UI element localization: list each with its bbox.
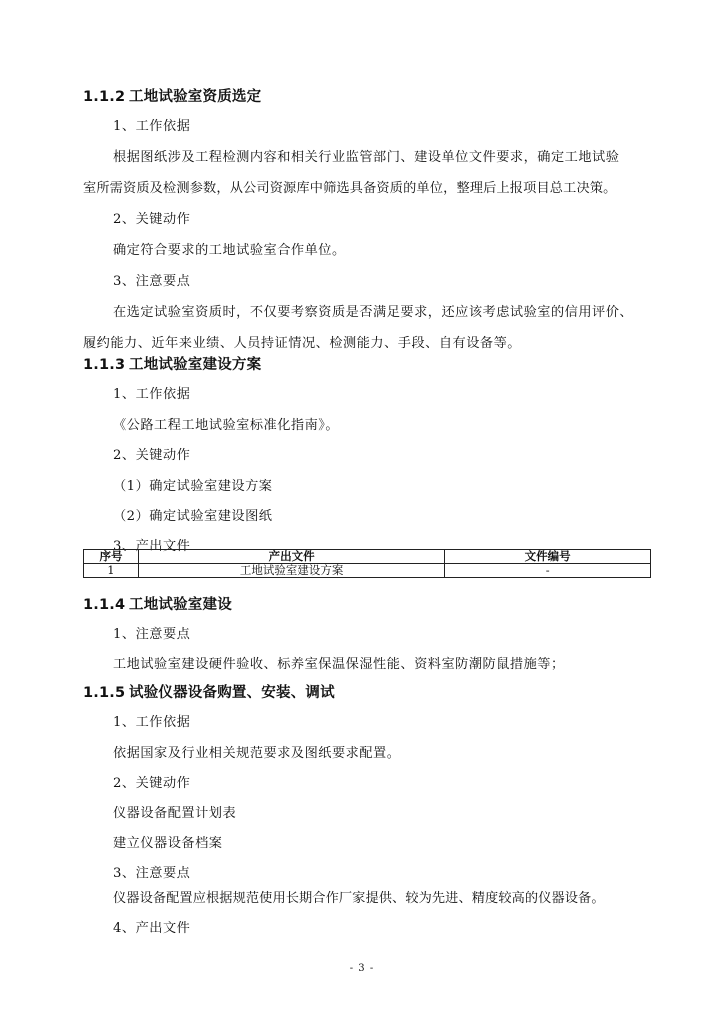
page-number: - 3 - xyxy=(349,963,375,974)
paragraph: 仪器设备配置计划表 xyxy=(113,806,237,821)
paragraph: 2、关键动作 xyxy=(113,776,191,791)
paragraph: 1、工作依据 xyxy=(113,715,191,730)
section-title: 工地试验室资质选定 xyxy=(129,89,262,105)
paragraph: 3、注意要点 xyxy=(113,274,191,289)
paragraph: 3、产出文件 xyxy=(113,539,191,554)
paragraph: 室所需资质及检测参数，从公司资源库中筛选具备资质的单位，整理后上报项目总工决策。 xyxy=(83,181,617,196)
paragraph: 1、注意要点 xyxy=(113,627,191,642)
column-header-output-file: 产出文件 xyxy=(138,550,444,564)
paragraph: 仪器设备配置应根据规范使用长期合作厂家提供、较为先进、精度较高的仪器设备。 xyxy=(113,891,605,906)
table-header-row xyxy=(84,550,651,564)
paragraph: 2、关键动作 xyxy=(113,448,191,463)
paragraph: 根据图纸涉及工程检测内容和相关行业监管部门、建设单位文件要求，确定工地试验 xyxy=(113,150,620,165)
column-header-file-number: 文件编号 xyxy=(445,550,651,564)
table-cell-file-number: - xyxy=(445,564,651,578)
paragraph: （2）确定试验室建设图纸 xyxy=(113,509,273,524)
section-heading-1-1-5 xyxy=(83,681,335,702)
output-files-table xyxy=(83,549,651,578)
paragraph: 在选定试验室资质时，不仅要考察资质是否满足要求，还应该考虑试验室的信用评价、 xyxy=(113,305,634,320)
paragraph: 依据国家及行业相关规范要求及图纸要求配置。 xyxy=(113,746,401,761)
paragraph: （1）确定试验室建设方案 xyxy=(113,479,273,494)
section-title: 工地试验室建设方案 xyxy=(129,357,262,373)
table-cell-serial: 1 xyxy=(84,564,139,578)
section-number: 1.1.2 xyxy=(83,89,126,105)
paragraph: 3、注意要点 xyxy=(113,866,191,881)
section-title: 试验仪器设备购置、安装、调试 xyxy=(129,685,335,701)
section-number: 1.1.3 xyxy=(83,357,126,373)
section-number: 1.1.5 xyxy=(83,685,126,701)
paragraph: 1、工作依据 xyxy=(113,387,191,402)
column-header-serial: 序号 xyxy=(84,550,139,564)
section-heading-1-1-3 xyxy=(83,353,261,374)
table-cell-output-file: 工地试验室建设方案 xyxy=(138,564,444,578)
paragraph: 履约能力、近年来业绩、人员持证情况、检测能力、手段、自有设备等。 xyxy=(83,336,521,351)
paragraph: 建立仪器设备档案 xyxy=(113,836,223,851)
table-row xyxy=(84,564,651,578)
section-heading-1-1-2 xyxy=(83,85,261,106)
paragraph: 1、工作依据 xyxy=(113,119,191,134)
paragraph: 2、关键动作 xyxy=(113,212,191,227)
section-number: 1.1.4 xyxy=(83,597,126,613)
paragraph: 工地试验室建设硬件验收、标养室保温保湿性能、资料室防潮防鼠措施等； xyxy=(113,657,565,672)
paragraph: 《公路工程工地试验室标准化指南》。 xyxy=(113,418,340,433)
paragraph: 4、产出文件 xyxy=(113,921,191,936)
section-title: 工地试验室建设 xyxy=(129,597,232,613)
section-heading-1-1-4 xyxy=(83,593,232,614)
paragraph: 确定符合要求的工地试验室合作单位。 xyxy=(113,243,346,258)
